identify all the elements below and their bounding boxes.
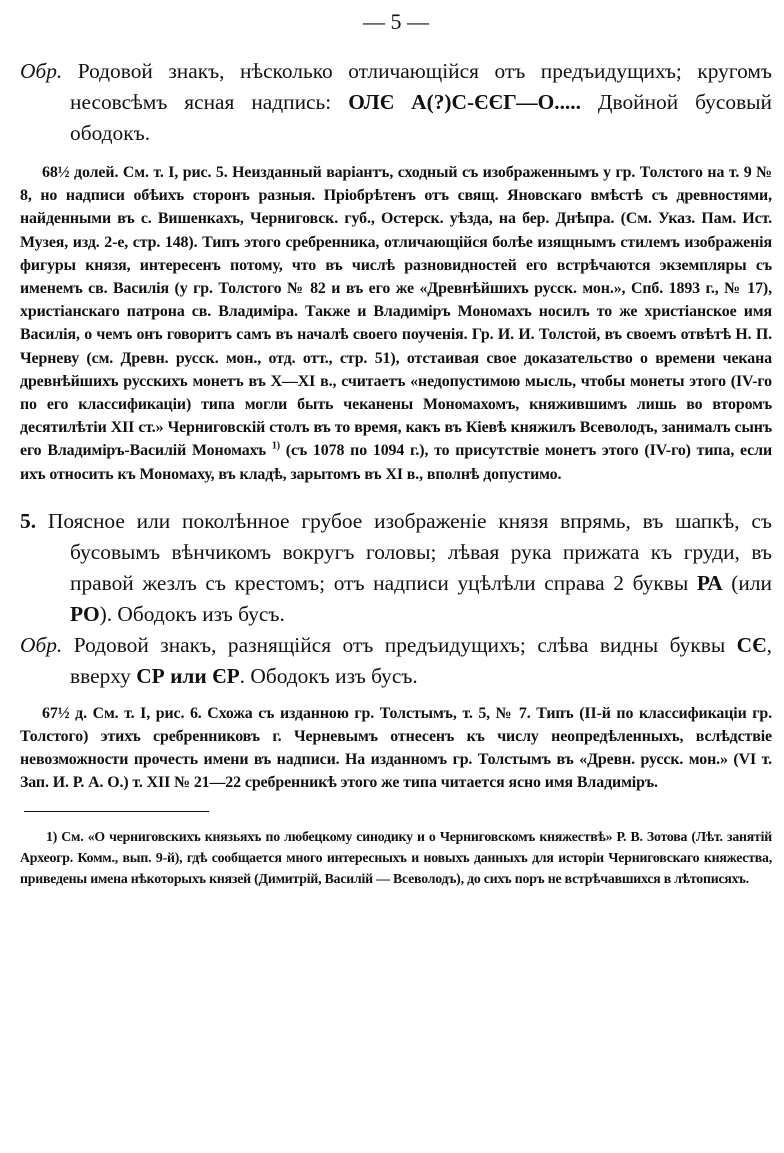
item-number: 5.	[20, 508, 37, 533]
obverse-description-2	[20, 630, 772, 692]
weight: 67½	[42, 704, 70, 722]
footnote-divider	[24, 811, 209, 812]
item-5-description	[20, 506, 772, 630]
item-text: Поясное или поколѣнное грубое изображеніе князя впрямь, въ шапкѣ, съ бусовымъ вѣнчикомъ вокругъ головы; лѣвая рука прижата къ груди, въ правой жезлъ съ крестомъ; отъ надписи уцѣлѣли справа 2 буквы	[47, 508, 772, 595]
obverse-description-1	[20, 56, 772, 149]
obverse-text-after: Двойной бусовый ободокъ.	[70, 90, 772, 145]
note-text: долей. См. т. I, рис. 5. Неизданный варіантъ, сходный съ изображеннымъ у гр. Толстого на т. 9 № 8, но надписи обѣихъ сторонъ разныя. Пріобрѣтенъ отъ свящ. Яновскаго вмѣстѣ съ древностями, найденными въ с. Вишенкахъ, Черниговск. губ., Остерск. уѣзда, на бер. Днѣпра. (См. Указ. Пам. Ист. Музея, изд. 2-е, стр. 148). Типъ этого сребренника, отличающійся болѣе изящнымъ стилемъ изображенія фигуры князя, интересенъ потому, что въ числѣ разновидностей его встрѣчаются экземпляры съ именемъ св. Василія (у гр. Толстого № 82 и въ его же «Древнѣйшихъ русск. мон.», Спб. 1893 г., № 17), христіанскаго патрона св. Владиміра. Также и Владиміръ Мономахъ носилъ то же христіанское имя Василія, о чемъ онъ говоритъ самъ въ началѣ своего поученія. Гр. И. И. Толстой, въ своемъ отвѣтѣ Н. П. Черневу (см. Древн. русск. мон., отд. отт., стр. 51), отстаивая свое доказательство о времени чекана древнѣйшихъ русскихъ монетъ въ X—XI в., считаетъ «недопустимою мысль, чтобы монеты этого (IV-го по его классификаціи) типа могли быть чеканены Мономахомъ, княжившимъ лишь во второмъ десятилѣтіи XII ст.» Черниговскій столъ въ то время, какъ въ Кіевѣ княжилъ Всеволодъ, занималъ сынъ его Владиміръ-Василій Мономахъ	[20, 164, 772, 460]
obverse-label: Обр.	[20, 632, 63, 657]
footnote-text: См. «О черниговскихъ князьяхъ по любецкому синодику и о Черниговскомъ княжествѣ» Р. В. Зотова (Лѣт. занятій Археогр. Комм., вып. 9-й), гдѣ сообщается много интересныхъ и новыхъ данныхъ для исторіи Черниговскаго княжества, приведены имена нѣкоторыхъ князей (Димитрій, Василій — Всеволодъ), до сихъ поръ не встрѣчавшихся в лѣтописяхъ.	[20, 828, 772, 886]
coin-note-1	[20, 161, 772, 486]
letters-ra: РА	[696, 570, 723, 595]
obverse-text: Родовой знакъ, разнящійся отъ предъидущихъ; слѣва видны буквы	[73, 632, 726, 657]
page	[20, 0, 772, 889]
letters-ro: РО	[70, 601, 100, 626]
footnote-ref: 1)	[46, 828, 58, 844]
item-mid: (или	[731, 570, 772, 595]
letters-sr: СР	[136, 663, 165, 688]
note-text: д. См. т. I, рис. 6. Схожа съ изданною гр. Толстымъ, т. 5, № 7. Типъ (II-й по классификаціи гр. Толстого) этихъ сребренниковъ г. Черневымъ отнесенъ къ числу неопредѣленныхъ, вслѣдствіе невозможности прочесть имени въ надписи. На изданномъ гр. Толстымъ въ «Древн. русск. мон.» (VI т. Зап. И. Р. А. О.) т. XII № 21—22 сребренникѣ этого же типа читается ясно имя Владиміръ.	[20, 704, 772, 792]
letters-se: СЄ	[736, 632, 767, 657]
footnote	[20, 826, 772, 889]
obverse-label: Обр.	[20, 59, 63, 83]
weight: 68½	[42, 164, 70, 181]
obverse-text-after: . Ободокъ изъ бусъ.	[239, 663, 418, 688]
note-text-after: (съ 1078 по 1094 г.), то присутствіе монетъ этого (IV-го) типа, если ихъ относить къ Мономаху, въ кладѣ, зарытомъ въ XI в., вполнѣ допустимо.	[20, 442, 773, 483]
obverse-mid-2: или	[170, 663, 207, 688]
item-text-after: ). Ободокъ изъ бусъ.	[99, 601, 285, 626]
page-number: — 5 —	[363, 9, 429, 34]
coin-note-2	[20, 702, 772, 795]
footnote-ref: 1)	[271, 441, 280, 453]
letters-er: ЄР	[212, 663, 240, 688]
inscription: ОЛЄ А(?)С-ЄЄГ—О.....	[348, 90, 581, 114]
obverse-mid-1: , вверху	[70, 632, 772, 688]
obverse-text: Родовой знакъ, нѣсколько отличающійся отъ предъидущихъ; кругомъ несовсѣмъ ясная надпись:	[70, 59, 772, 114]
